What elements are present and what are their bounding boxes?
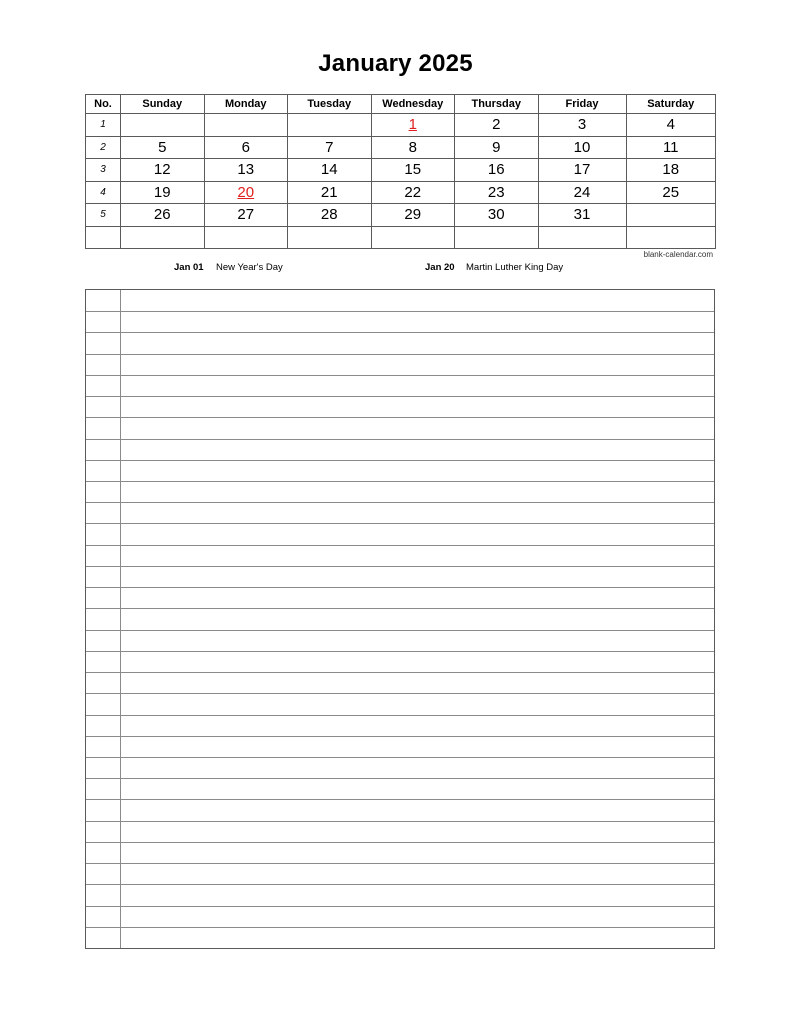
day-cell-thursday	[455, 114, 539, 137]
notes-line	[86, 545, 714, 546]
calendar-grid	[85, 94, 716, 249]
week-row	[86, 181, 716, 204]
notes-line	[86, 354, 714, 355]
week-row	[86, 159, 716, 182]
day-cell-saturday	[626, 114, 716, 137]
day-cell-thursday	[455, 136, 539, 159]
page-title: January 2025	[318, 50, 473, 77]
day-number: 29	[404, 206, 422, 224]
notes-line	[86, 863, 714, 864]
day-number: 3	[577, 116, 587, 134]
day-cell-saturday	[626, 136, 716, 159]
day-number: 24	[573, 183, 591, 201]
day-cell-thursday	[455, 204, 539, 227]
notes-line	[86, 799, 714, 800]
day-number: 22	[404, 183, 422, 201]
day-number: 2	[492, 116, 501, 134]
day-cell-tuesday	[288, 204, 372, 227]
day-number: 17	[573, 161, 591, 179]
day-cell-sunday	[121, 114, 205, 137]
week-number: 5	[86, 204, 121, 227]
day-cell-wednesday	[371, 114, 455, 137]
header-thursday: Thursday	[455, 95, 539, 114]
notes-line	[86, 608, 714, 609]
week-number: 4	[86, 181, 121, 204]
day-number: 10	[573, 138, 591, 156]
day-cell-sunday	[121, 226, 205, 249]
day-cell-tuesday	[288, 226, 372, 249]
notes-line	[86, 460, 714, 461]
day-number: 27	[237, 206, 255, 224]
day-number: 21	[320, 183, 338, 201]
day-cell-wednesday	[371, 204, 455, 227]
week-number: 3	[86, 159, 121, 182]
notes-line	[86, 778, 714, 779]
week-number: 2	[86, 136, 121, 159]
day-cell-wednesday	[371, 136, 455, 159]
day-number: 7	[325, 138, 334, 156]
day-cell-saturday	[626, 181, 716, 204]
day-cell-saturday	[626, 159, 716, 182]
day-number: 4	[666, 116, 675, 134]
notes-line	[86, 927, 714, 928]
day-number: 28	[320, 206, 338, 224]
notes-line	[86, 884, 714, 885]
notes-line	[86, 523, 714, 524]
week-row	[86, 114, 716, 137]
day-number: 26	[153, 206, 171, 224]
header-friday: Friday	[538, 95, 626, 114]
day-number: 6	[241, 138, 250, 156]
notes-line	[86, 693, 714, 694]
day-number: 20	[237, 183, 255, 201]
day-number: 16	[487, 161, 505, 179]
day-cell-monday	[204, 114, 288, 137]
day-cell-monday	[204, 159, 288, 182]
holiday-date: Jan 20	[425, 262, 455, 273]
notes-margin-line	[120, 290, 121, 948]
holiday-name: Martin Luther King Day	[466, 262, 564, 273]
notes-line	[86, 906, 714, 907]
notes-line	[86, 396, 714, 397]
day-cell-wednesday	[371, 159, 455, 182]
day-cell-friday	[538, 114, 626, 137]
notes-line	[86, 842, 714, 843]
notes-line	[86, 311, 714, 312]
notes-line	[86, 566, 714, 567]
day-number: 1	[408, 116, 417, 134]
day-number: 13	[237, 161, 255, 179]
notes-line	[86, 630, 714, 631]
day-number: 23	[487, 183, 505, 201]
day-number: 15	[404, 161, 422, 179]
day-cell-monday	[204, 181, 288, 204]
day-number: 30	[487, 206, 505, 224]
header-sunday: Sunday	[121, 95, 205, 114]
week-row	[86, 226, 716, 249]
day-cell-wednesday	[371, 181, 455, 204]
credit-text: blank-calendar.com	[643, 250, 713, 259]
day-number: 19	[153, 183, 171, 201]
day-number: 12	[153, 161, 171, 179]
day-cell-friday	[538, 181, 626, 204]
notes-line	[86, 821, 714, 822]
day-cell-tuesday	[288, 159, 372, 182]
day-number: 8	[408, 138, 417, 156]
day-cell-sunday	[121, 181, 205, 204]
notes-line	[86, 502, 714, 503]
header-wednesday: Wednesday	[371, 95, 455, 114]
week-row	[86, 204, 716, 227]
notes-line	[86, 332, 714, 333]
header-saturday: Saturday	[626, 95, 716, 114]
week-number	[86, 226, 121, 249]
day-number: 18	[662, 161, 680, 179]
header-monday: Monday	[204, 95, 288, 114]
day-cell-monday	[204, 226, 288, 249]
day-number: 5	[158, 138, 167, 156]
notes-grid	[85, 289, 715, 949]
day-cell-friday	[538, 226, 626, 249]
day-cell-saturday	[626, 226, 716, 249]
day-cell-wednesday	[371, 226, 455, 249]
week-row	[86, 136, 716, 159]
notes-line	[86, 757, 714, 758]
day-number: 9	[492, 138, 501, 156]
week-number: 1	[86, 114, 121, 137]
notes-line	[86, 417, 714, 418]
holiday-date: Jan 01	[174, 262, 204, 273]
day-cell-sunday	[121, 136, 205, 159]
day-cell-tuesday	[288, 114, 372, 137]
day-cell-friday	[538, 204, 626, 227]
notes-line	[86, 715, 714, 716]
day-cell-monday	[204, 136, 288, 159]
day-cell-thursday	[455, 181, 539, 204]
notes-line	[86, 587, 714, 588]
holiday-list	[0, 262, 791, 276]
day-cell-friday	[538, 159, 626, 182]
day-cell-friday	[538, 136, 626, 159]
holiday-name: New Year's Day	[216, 262, 283, 273]
notes-line	[86, 481, 714, 482]
day-cell-thursday	[455, 226, 539, 249]
day-number: 25	[662, 183, 680, 201]
header-tuesday: Tuesday	[288, 95, 372, 114]
notes-line	[86, 375, 714, 376]
day-number: 31	[573, 206, 591, 224]
day-cell-tuesday	[288, 136, 372, 159]
notes-line	[86, 651, 714, 652]
day-cell-sunday	[121, 204, 205, 227]
day-cell-thursday	[455, 159, 539, 182]
notes-line	[86, 439, 714, 440]
day-cell-saturday	[626, 204, 716, 227]
notes-line	[86, 736, 714, 737]
day-cell-sunday	[121, 159, 205, 182]
notes-line	[86, 672, 714, 673]
day-cell-tuesday	[288, 181, 372, 204]
header-row	[86, 95, 716, 114]
day-number: 14	[320, 161, 338, 179]
day-cell-monday	[204, 204, 288, 227]
header-week-number: No.	[86, 95, 121, 114]
day-number: 11	[662, 138, 679, 156]
